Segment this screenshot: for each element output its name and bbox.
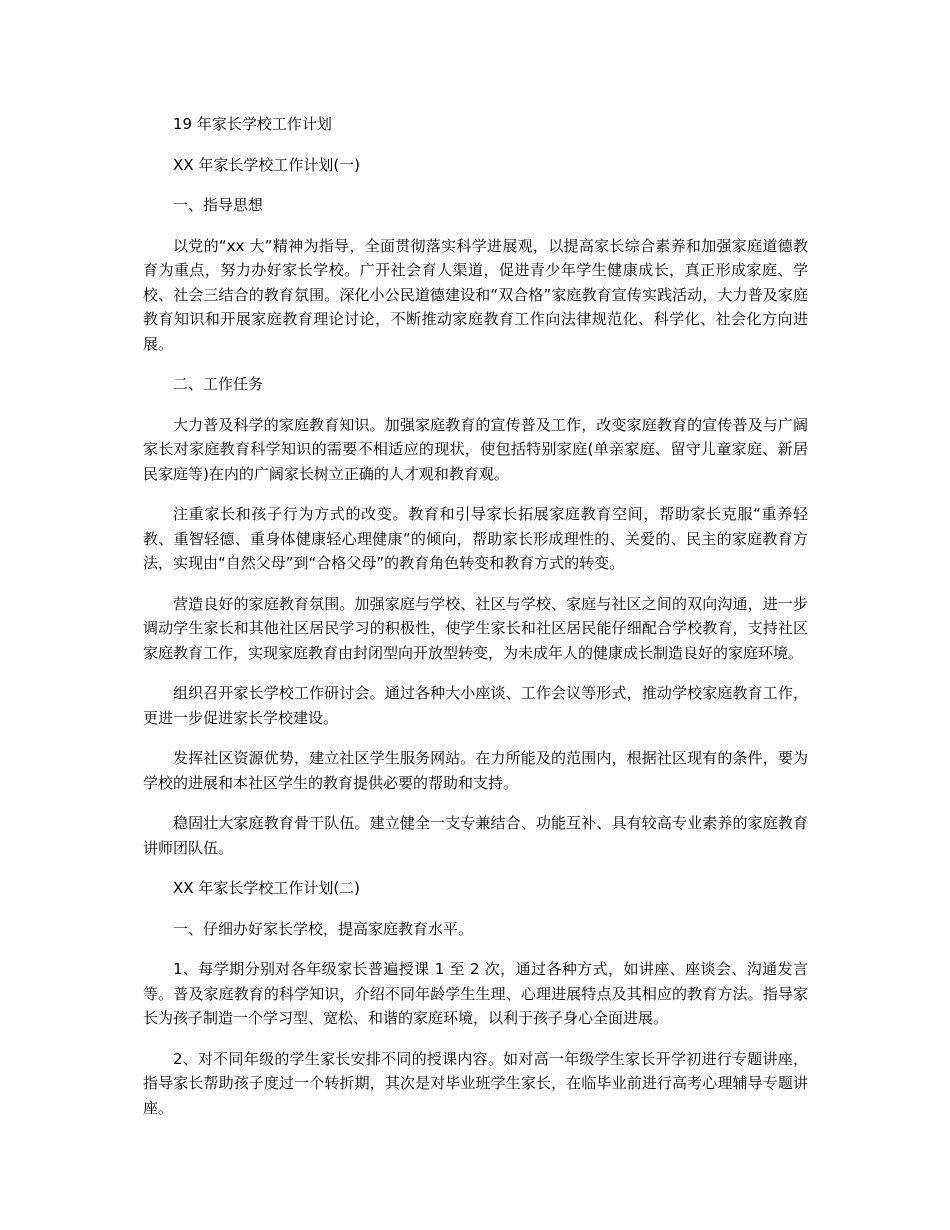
plan2-heading: XX 年家长学校工作计划(二) <box>173 879 361 897</box>
plan1-heading: XX 年家长学校工作计划(一) <box>173 155 361 174</box>
section-heading-work-tasks: 二、工作任务 <box>173 375 264 393</box>
paragraph: 注重家长和孩子行为方式的改变。教育和引导家长拓展家庭教育空间，帮助家长克服“重养轻教、重智轻德、重身体健康轻心理健康”的倾向，帮助家长形成理性的、关爱的、民主的家庭教育方法，实现由“自然父母”到“合格父母”的教育角色转变和教育方式的转变。 <box>143 505 808 572</box>
paragraph: 营造良好的家庭教育氛围。加强家庭与学校、社区与学校、家庭与社区之间的双向沟通，进一步调动学生家长和其他社区居民学习的积极性，使学生家长和社区居民能仔细配合学校教育，支持社区家庭教育工作，实现家庭教育由封闭型向开放型转变，为未成年人的健康成长制造良好的家庭环境。 <box>143 594 808 662</box>
section-heading-guiding-thought: 一、指导思想 <box>173 196 264 214</box>
document-page <box>143 112 808 1136</box>
paragraph: 1、每学期分别对各年级家长普遍授课 1 至 2 次，通过各种方式，如讲座、座谈会、沟通发言等。普及家庭教育的科学知识，介绍不同年龄学生生理、心理进展特点及其相应的教育方法。指导家长为孩子制造一个学习型、宽松、和谐的家庭环境，以利于孩子身心全面进展。 <box>143 960 808 1027</box>
paragraph: 稳固壮大家庭教育骨干队伍。建立健全一支专兼结合、功能互补、具有较高专业素养的家庭教育讲师团队伍。 <box>143 814 808 857</box>
section-heading-run-parent-school: 一、仔细办好家长学校，提高家庭教育水平。 <box>173 919 474 938</box>
paragraph: 2、对不同年级的学生家长安排不同的授课内容。如对高一年级学生家长开学初进行专题讲座，指导家长帮助孩子度过一个转折期，其次是对毕业班学生家长，在临毕业前进行高考心理辅导专题讲座。 <box>143 1049 808 1117</box>
paragraph: 发挥社区资源优势，建立社区学生服务网站。在力所能及的范围内，根据社区现有的条件，要为学校的进展和本社区学生的教育提供必要的帮助和支持。 <box>143 749 808 792</box>
paragraph: 以党的“xx 大”精神为指导，全面贯彻落实科学进展观，以提高家长综合素养和加强家庭道德教育为重点，努力办好家长学校。广开社会育人渠道，促进青少年学生健康成长，真正形成家庭、学校、社会三结合的教育氛围。深化小公民道德建设和“双合格”家庭教育宣传实践活动，大力普及家庭教育知识和开展家庭教育理论讨论，不断推动家庭教育工作向法律规范化、科学化、社会化方向进展。 <box>143 236 808 353</box>
document-title: 19 年家长学校工作计划 <box>173 115 332 133</box>
paragraph: 大力普及科学的家庭教育知识。加强家庭教育的宣传普及工作，改变家庭教育的宣传普及与广阔家长对家庭教育科学知识的需要不相适应的现状，使包括特别家庭(单亲家庭、留守儿童家庭、新居民家庭等)在内的广阔家长树立正确的人才观和教育观。 <box>143 415 808 483</box>
paragraph: 组织召开家长学校工作研讨会。通过各种大小座谈、工作会议等形式，推动学校家庭教育工作，更进一步促进家长学校建设。 <box>143 684 808 727</box>
